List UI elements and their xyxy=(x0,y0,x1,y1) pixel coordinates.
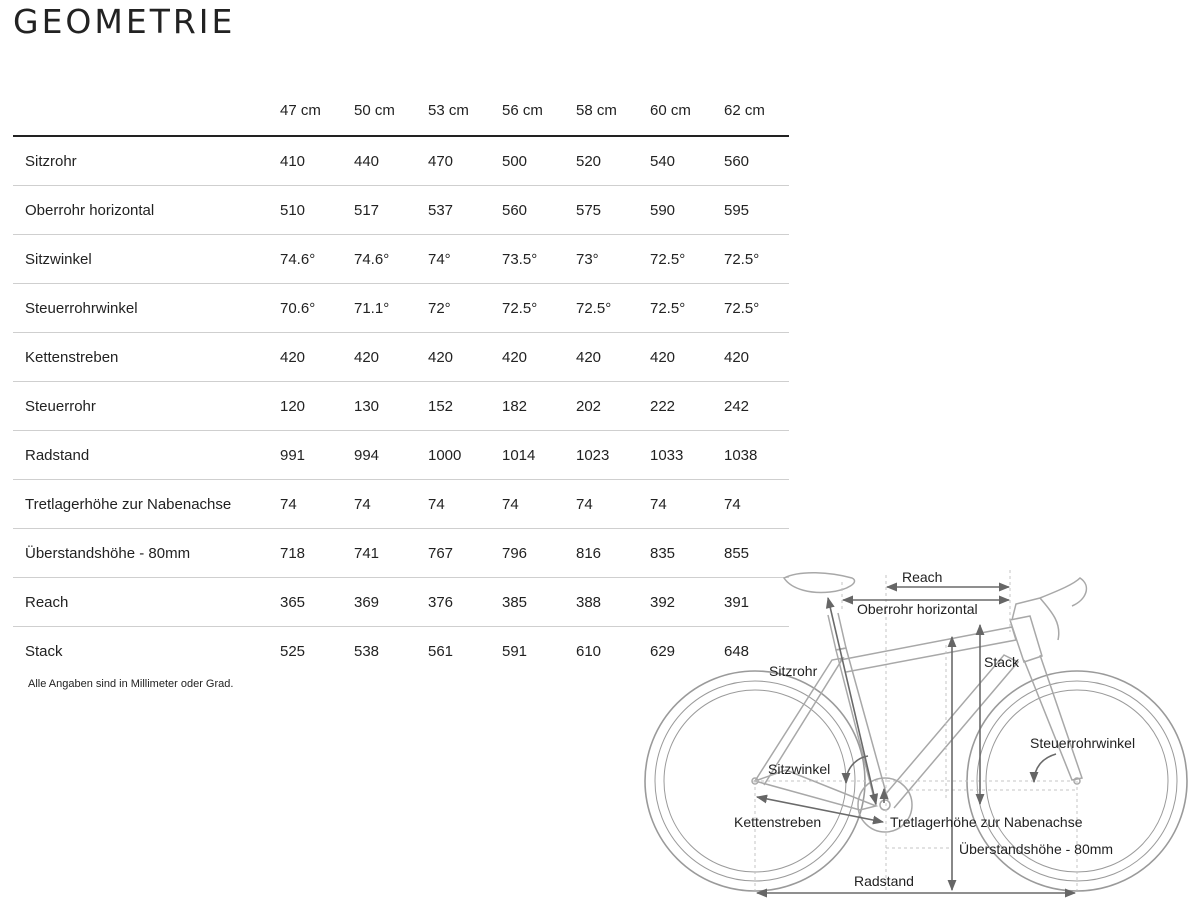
table-cell: 816 xyxy=(576,544,602,562)
table-cell: 385 xyxy=(502,593,528,611)
diagram-labels xyxy=(734,569,1135,889)
table-cell: 718 xyxy=(280,544,306,562)
table-cell: 1033 xyxy=(650,446,684,464)
table-header-row xyxy=(13,70,789,136)
table-cell: 222 xyxy=(650,397,676,415)
table-cell: 590 xyxy=(650,201,676,219)
table-cell: 74 xyxy=(502,495,519,513)
table-cell: 72.5° xyxy=(576,299,612,317)
label-top-tube: Oberrohr horizontal xyxy=(857,601,978,617)
table-cell: 591 xyxy=(502,642,528,660)
column-header: 60 cm xyxy=(650,102,691,119)
table-cell: 72.5° xyxy=(502,299,538,317)
label-standover: Überstandshöhe - 80mm xyxy=(959,841,1114,857)
column-header: 53 cm xyxy=(428,102,469,119)
bike-geometry-diagram xyxy=(640,562,1192,900)
table-cell: 74 xyxy=(354,495,371,513)
table-cell: 388 xyxy=(576,593,602,611)
table-cell: 74 xyxy=(724,495,741,513)
table-cell: 420 xyxy=(502,348,528,366)
table-cell: 855 xyxy=(724,544,750,562)
table-cell: 540 xyxy=(650,152,676,170)
table-cell: 1023 xyxy=(576,446,610,464)
row-label: Überstandshöhe - 80mm xyxy=(25,544,191,562)
label-seat-angle: Sitzwinkel xyxy=(768,761,831,777)
table-cell: 74° xyxy=(428,250,451,268)
table-cell: 835 xyxy=(650,544,676,562)
table-cell: 560 xyxy=(502,201,528,219)
table-cell: 365 xyxy=(280,593,306,611)
table-cell: 72.5° xyxy=(650,250,686,268)
table-cell: 440 xyxy=(354,152,380,170)
label-stack: Stack xyxy=(984,654,1020,670)
table-cell: 1014 xyxy=(502,446,536,464)
table-cell: 994 xyxy=(354,446,380,464)
table-cell: 392 xyxy=(650,593,676,611)
table-row xyxy=(13,431,789,480)
table-cell: 648 xyxy=(724,642,750,660)
label-seat-tube: Sitzrohr xyxy=(769,663,818,679)
table-cell: 71.1° xyxy=(354,299,390,317)
table-cell: 595 xyxy=(724,201,750,219)
table-cell: 525 xyxy=(280,642,306,660)
table-cell: 73.5° xyxy=(502,250,538,268)
row-label: Reach xyxy=(25,593,69,611)
table-cell: 72° xyxy=(428,299,451,317)
table-cell: 420 xyxy=(428,348,454,366)
table-row xyxy=(13,382,789,431)
column-header: 50 cm xyxy=(354,102,395,119)
label-reach: Reach xyxy=(902,569,943,585)
table-cell: 242 xyxy=(724,397,750,415)
label-head-angle: Steuerrohrwinkel xyxy=(1030,735,1136,751)
table-cell: 74 xyxy=(576,495,593,513)
table-cell: 130 xyxy=(354,397,380,415)
table-cell: 561 xyxy=(428,642,454,660)
column-header: 56 cm xyxy=(502,102,543,119)
page-title: GEOMETRIE xyxy=(13,2,236,41)
row-label: Tretlagerhöhe zur Nabenachse xyxy=(25,495,232,513)
table-cell: 767 xyxy=(428,544,454,562)
table-cell: 74.6° xyxy=(280,250,316,268)
table-cell: 120 xyxy=(280,397,306,415)
table-cell: 1000 xyxy=(428,446,462,464)
table-cell: 72.5° xyxy=(650,299,686,317)
row-label: Steuerrohr xyxy=(25,397,96,415)
table-row xyxy=(13,235,789,284)
table-cell: 182 xyxy=(502,397,528,415)
table-cell: 517 xyxy=(354,201,380,219)
row-label: Kettenstreben xyxy=(25,348,119,366)
table-cell: 520 xyxy=(576,152,602,170)
label-bb-drop: Tretlagerhöhe zur Nabenachse xyxy=(890,814,1083,830)
table-cell: 72.5° xyxy=(724,250,760,268)
row-label: Stack xyxy=(25,642,63,660)
label-chainstays: Kettenstreben xyxy=(734,814,822,830)
row-label: Steuerrohrwinkel xyxy=(25,299,138,317)
table-cell: 538 xyxy=(354,642,380,660)
column-header: 47 cm xyxy=(280,102,321,119)
table-row xyxy=(13,480,789,529)
table-cell: 369 xyxy=(354,593,380,611)
table-cell: 991 xyxy=(280,446,306,464)
table-cell: 420 xyxy=(354,348,380,366)
table-row xyxy=(13,186,789,235)
table-row xyxy=(13,136,789,186)
table-cell: 420 xyxy=(576,348,602,366)
table-cell: 796 xyxy=(502,544,528,562)
column-header: 62 cm xyxy=(724,102,765,119)
table-cell: 74 xyxy=(650,495,667,513)
table-row xyxy=(13,284,789,333)
label-wheelbase: Radstand xyxy=(854,873,914,889)
table-cell: 1038 xyxy=(724,446,758,464)
table-cell: 629 xyxy=(650,642,676,660)
table-cell: 72.5° xyxy=(724,299,760,317)
table-cell: 410 xyxy=(280,152,306,170)
footnote: Alle Angaben sind in Millimeter oder Grad. xyxy=(28,678,234,690)
table-cell: 74 xyxy=(280,495,297,513)
table-cell: 470 xyxy=(428,152,454,170)
column-header: 58 cm xyxy=(576,102,617,119)
table-cell: 70.6° xyxy=(280,299,316,317)
table-cell: 73° xyxy=(576,250,599,268)
table-cell: 537 xyxy=(428,201,454,219)
table-cell: 510 xyxy=(280,201,306,219)
row-label: Sitzrohr xyxy=(25,152,77,170)
table-row xyxy=(13,333,789,382)
table-cell: 202 xyxy=(576,397,602,415)
table-cell: 560 xyxy=(724,152,750,170)
table-cell: 500 xyxy=(502,152,528,170)
row-label: Radstand xyxy=(25,446,90,464)
table-cell: 152 xyxy=(428,397,454,415)
table-cell: 376 xyxy=(428,593,454,611)
table-cell: 391 xyxy=(724,593,750,611)
table-cell: 575 xyxy=(576,201,602,219)
row-label: Sitzwinkel xyxy=(25,250,92,268)
table-cell: 420 xyxy=(280,348,306,366)
table-cell: 610 xyxy=(576,642,602,660)
table-cell: 420 xyxy=(724,348,750,366)
table-cell: 74 xyxy=(428,495,445,513)
table-cell: 74.6° xyxy=(354,250,390,268)
row-label: Oberrohr horizontal xyxy=(25,201,155,219)
table-cell: 741 xyxy=(354,544,380,562)
header-label-cell xyxy=(13,70,280,136)
table-cell: 420 xyxy=(650,348,676,366)
